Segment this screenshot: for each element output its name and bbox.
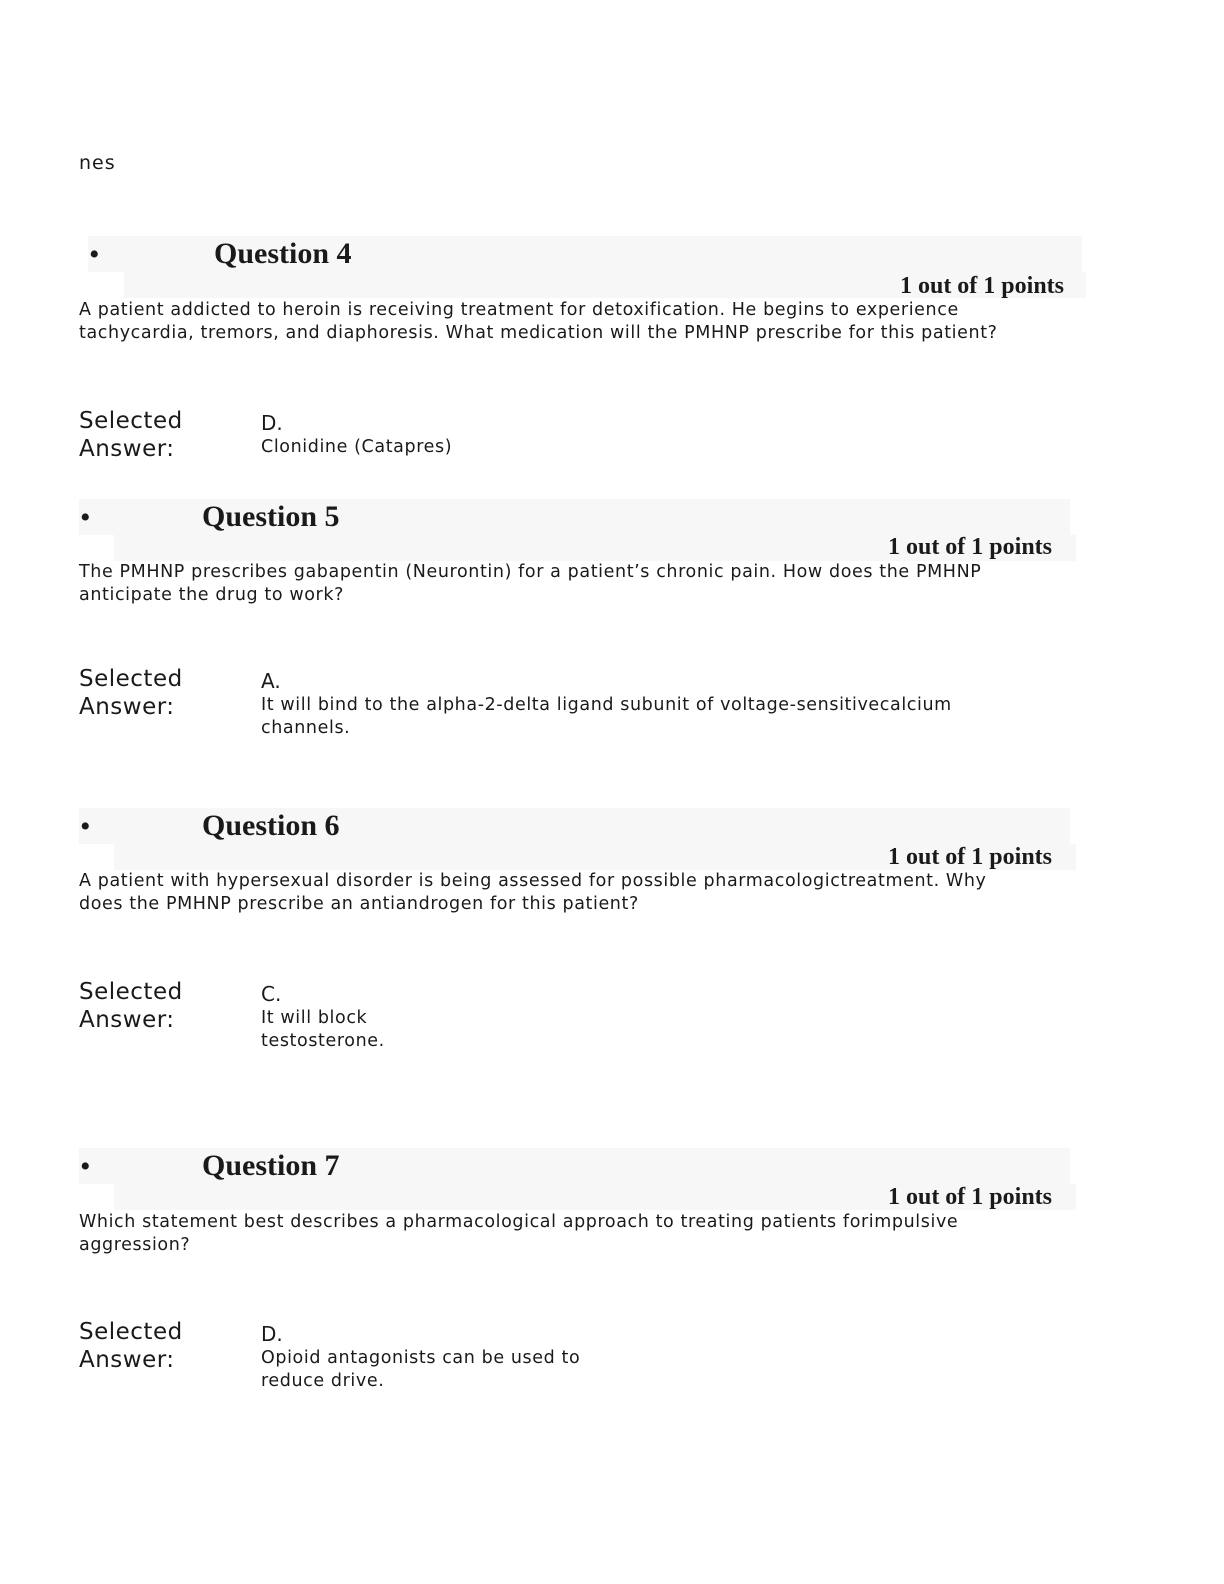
bullet-icon: • [89,238,100,271]
answer-text: channels. [261,718,351,738]
answer-label: Answer: [79,1007,175,1033]
bullet-icon: • [80,1150,91,1183]
answer-label: Answer: [79,694,175,720]
selected-label: Selected [79,979,183,1005]
question-points: 1 out of 1 points [887,1184,1052,1210]
answer-letter: D. [261,1322,283,1346]
selected-label: Selected [79,666,183,692]
question-title: Question 7 [202,1149,340,1182]
answer-text: testosterone. [261,1031,385,1051]
answer-label: Answer: [79,436,175,462]
answer-text: It will block [261,1008,368,1028]
question-title: Question 6 [202,809,340,842]
question-text: Which statement best describes a pharmacological approach to treating patients forimpulsive aggression? [79,1212,959,1255]
answer-text: Clonidine (Catapres) [261,437,453,457]
bullet-icon: • [80,810,91,843]
question-title: Question 4 [214,237,352,270]
question-points: 1 out of 1 points [887,534,1052,560]
question-text: A patient addicted to heroin is receiving treatment for detoxification. He begins to experience tachycardia, tremors, and diaphoresis. What medication will the PMHNP prescribe for this patient? [79,300,998,343]
question-points: 1 out of 1 points [899,273,1064,299]
answer-text: It will bind to the alpha-2-delta ligand subunit of voltage-sensitivecalcium [261,695,952,715]
question-text: The PMHNP prescribes gabapentin (Neurontin) for a patient’s chronic pain. How does the PMHNP anticipate the drug to work? [79,562,982,605]
answer-label: Answer: [79,1347,175,1373]
question-title: Question 5 [202,500,340,533]
selected-label: Selected [79,1319,183,1345]
answer-letter: D. [261,411,283,435]
question-text: A patient with hypersexual disorder is being assessed for possible pharmacologictreatment. Why does the PMHNP prescribe an antiandrogen for this patient? [79,871,987,914]
bullet-icon: • [80,501,91,534]
answer-letter: C. [261,982,282,1006]
selected-label: Selected [79,408,183,434]
question-points: 1 out of 1 points [887,844,1052,870]
answer-text: reduce drive. [261,1371,385,1391]
page-fragment-text: nes [79,152,116,174]
answer-text: Opioid antagonists can be used to [261,1348,581,1368]
answer-letter: A. [261,669,281,693]
